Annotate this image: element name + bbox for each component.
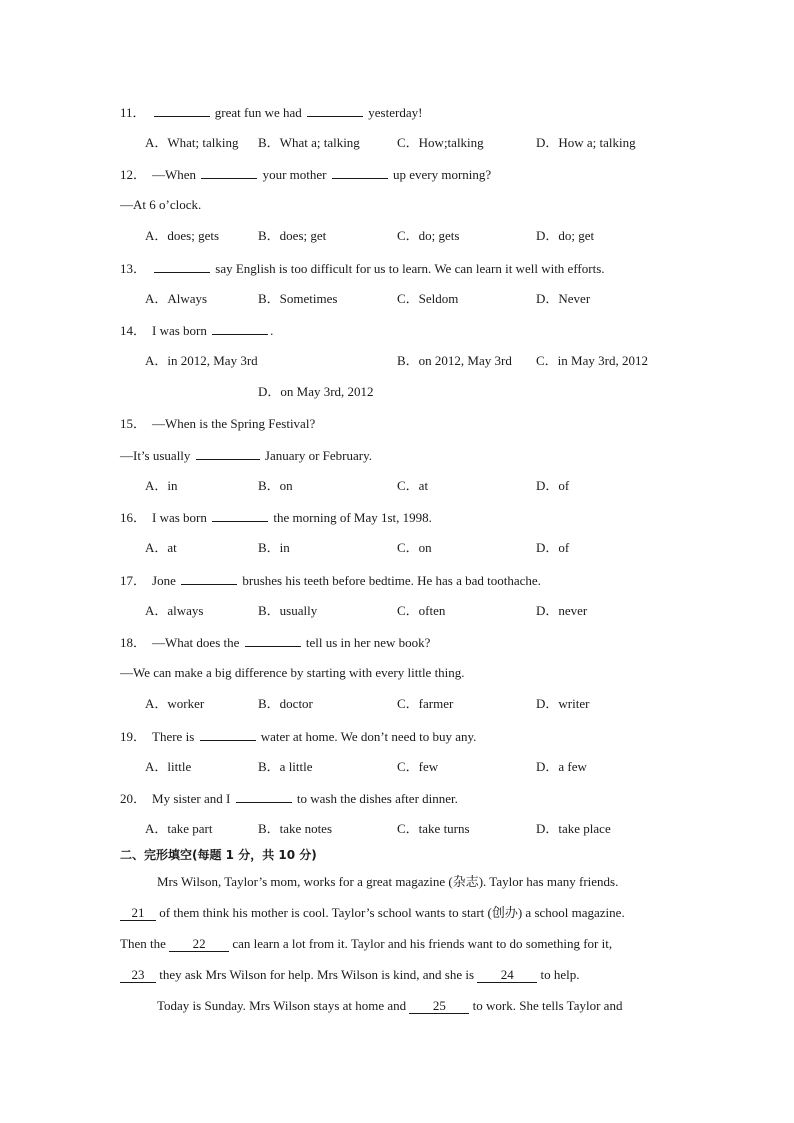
question-number: 12．: [120, 167, 147, 182]
answer-blank[interactable]: [245, 634, 301, 647]
option-d[interactable]: D．do; get: [536, 228, 595, 243]
option-c[interactable]: C．at: [397, 478, 429, 493]
option-a[interactable]: A．does; gets: [145, 228, 220, 243]
question-number: 17．: [120, 573, 147, 588]
option-a[interactable]: A．Always: [145, 291, 208, 306]
question-number: 15．: [120, 416, 147, 431]
option-b[interactable]: B．What a; talking: [258, 135, 360, 150]
question-number: 18．: [120, 635, 147, 650]
cloze-line-4: 23 they ask Mrs Wilson for help. Mrs Wilson is kind, and she is 24 to help.: [120, 967, 580, 983]
question-number: 16．: [120, 510, 147, 525]
option-b[interactable]: B．in: [258, 540, 290, 555]
question-17: 17． Jone brushes his teeth before bedtime. He has a bad toothache.: [120, 573, 541, 588]
question-20: 20． My sister and I to wash the dishes after dinner.: [120, 791, 458, 806]
option-a[interactable]: A．What; talking: [145, 135, 239, 150]
answer-blank[interactable]: [154, 260, 210, 273]
answer-blank[interactable]: [201, 166, 257, 179]
option-c[interactable]: C．Seldom: [397, 291, 459, 306]
answer-blank[interactable]: [212, 322, 268, 335]
option-a[interactable]: A．in 2012, May 3rd: [145, 353, 258, 368]
cloze-blank-24[interactable]: 24: [477, 968, 537, 983]
question-18: 18． —What does the tell us in her new book?: [120, 635, 431, 650]
cloze-blank-25[interactable]: 25: [409, 999, 469, 1014]
answer-blank[interactable]: [332, 166, 388, 179]
answer-blank[interactable]: [236, 790, 292, 803]
cloze-line-3: Then the 22 can learn a lot from it. Taylor and his friends want to do something for it,: [120, 936, 613, 951]
question-number: 20．: [120, 791, 147, 806]
option-c[interactable]: C．take turns: [397, 821, 470, 836]
option-d[interactable]: D．How a; talking: [536, 135, 636, 150]
cloze-blank-21[interactable]: 21: [120, 906, 156, 921]
option-a[interactable]: A．worker: [145, 696, 205, 711]
section-heading: 二、完形填空(每题 1 分，共 10 分): [120, 848, 317, 862]
option-a[interactable]: A．in: [145, 478, 178, 493]
cloze-blank-22[interactable]: 22: [169, 937, 229, 952]
option-b[interactable]: B．does; get: [258, 228, 327, 243]
option-d[interactable]: D．of: [536, 478, 570, 493]
option-b[interactable]: B．on: [258, 478, 293, 493]
option-b[interactable]: B．usually: [258, 603, 318, 618]
question-number: 14．: [120, 323, 147, 338]
option-c[interactable]: C．farmer: [397, 696, 454, 711]
option-c[interactable]: C．often: [397, 603, 446, 618]
question-number: 11．: [120, 105, 146, 120]
option-c[interactable]: C．on: [397, 540, 432, 555]
question-11: 11． great fun we had yesterday!: [120, 105, 423, 120]
answer-blank[interactable]: [196, 447, 260, 460]
option-d[interactable]: D．never: [536, 603, 588, 618]
answer-blank[interactable]: [200, 728, 256, 741]
option-c[interactable]: C．do; gets: [397, 228, 460, 243]
question-12: 12． —When your mother up every morning?: [120, 167, 492, 182]
option-a[interactable]: A．at: [145, 540, 177, 555]
option-b[interactable]: B．on 2012, May 3rd: [397, 353, 512, 368]
option-b[interactable]: B．doctor: [258, 696, 313, 711]
question-13: 13． say English is too difficult for us to learn. We can learn it well with efforts.: [120, 261, 605, 276]
question-number: 13．: [120, 261, 147, 276]
question-number: 19．: [120, 729, 147, 744]
cloze-line-2: 21 of them think his mother is cool. Taylor’s school wants to start (创办) a school magazine.: [120, 905, 625, 921]
question-12-reply: —At 6 o’clock.: [120, 197, 202, 212]
option-b[interactable]: B．Sometimes: [258, 291, 338, 306]
option-c[interactable]: C．few: [397, 759, 439, 774]
option-c[interactable]: C．How;talking: [397, 135, 484, 150]
cloze-line-5: Today is Sunday. Mrs Wilson stays at home and 25 to work. She tells Taylor and: [157, 998, 623, 1013]
cloze-line-1: Mrs Wilson, Taylor’s mom, works for a great magazine (杂志). Taylor has many friends.: [157, 874, 619, 889]
option-a[interactable]: A．always: [145, 603, 204, 618]
option-d[interactable]: D．a few: [536, 759, 587, 774]
question-19: 19． There is water at home. We don’t need to buy any.: [120, 729, 477, 744]
option-d[interactable]: D．of: [536, 540, 570, 555]
answer-blank[interactable]: [212, 509, 268, 522]
option-d[interactable]: D．on May 3rd, 2012: [258, 384, 374, 399]
question-18-reply: —We can make a big difference by starting with every little thing.: [120, 665, 465, 680]
cloze-blank-23[interactable]: 23: [120, 968, 156, 983]
question-15-reply: —It’s usually January or February.: [120, 448, 373, 463]
answer-blank[interactable]: [181, 572, 237, 585]
option-b[interactable]: B．a little: [258, 759, 313, 774]
option-d[interactable]: D．writer: [536, 696, 590, 711]
option-b[interactable]: B．take notes: [258, 821, 333, 836]
answer-blank[interactable]: [154, 104, 210, 117]
option-a[interactable]: A．little: [145, 759, 192, 774]
option-d[interactable]: D．Never: [536, 291, 591, 306]
question-16: 16． I was born the morning of May 1st, 1998.: [120, 510, 432, 525]
option-c[interactable]: C．in May 3rd, 2012: [536, 353, 648, 368]
question-15: 15． —When is the Spring Festival?: [120, 416, 316, 431]
answer-blank[interactable]: [307, 104, 363, 117]
option-d[interactable]: D．take place: [536, 821, 611, 836]
option-a[interactable]: A．take part: [145, 821, 213, 836]
question-14: 14． I was born .: [120, 323, 274, 338]
